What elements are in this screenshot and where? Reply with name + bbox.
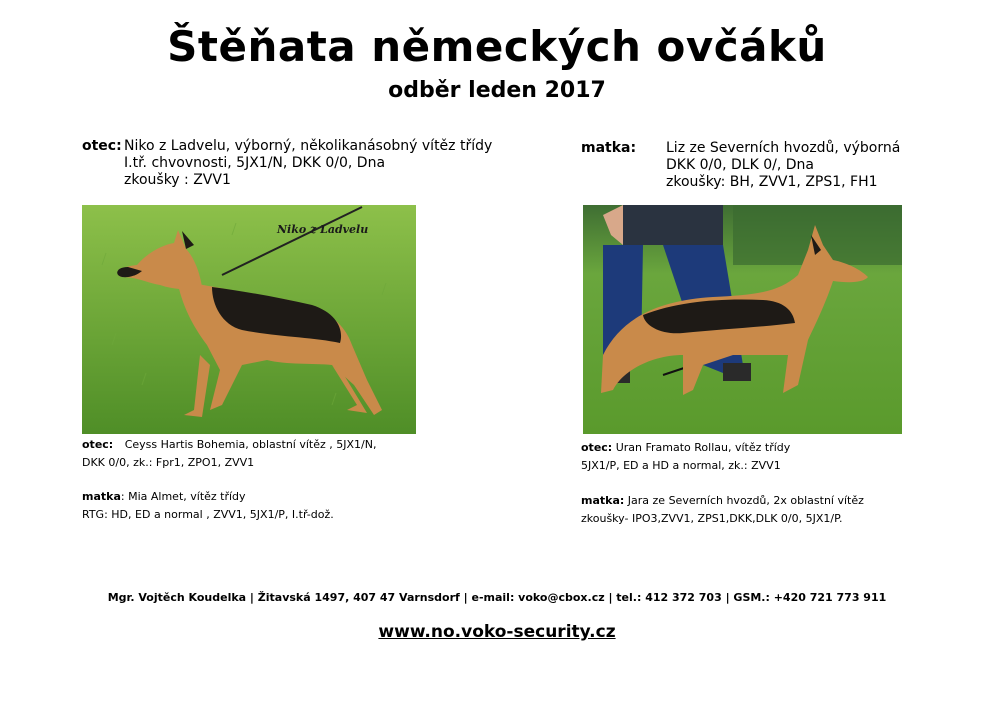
mother-sire-info [581, 439, 981, 475]
page-subtitle: odběr leden 2017 [388, 78, 606, 103]
father-dam-line-2: RTG: HD, ED a normal , ZVV1, 5JX1/P, I.tř-dož. [82, 508, 334, 521]
father-photo-caption: Niko z Ladvelu [277, 223, 369, 236]
father-dam-label: matka [82, 490, 121, 503]
father-sire-label: otec: [82, 438, 114, 451]
father-label: otec: [82, 138, 122, 154]
mother-dog-illustration [583, 205, 902, 434]
father-sire-line-1: Ceyss Hartis Bohemia, oblastní vítěz , 5JX1/N, [124, 438, 377, 451]
mother-sire-line-2: 5JX1/P, ED a HD a normal, zk.: ZVV1 [581, 459, 781, 472]
mother-line-3: zkoušky: BH, ZVV1, ZPS1, FH1 [666, 174, 878, 190]
father-line-1: Niko z Ladvelu, výborný, několikanásobný vítěz třídy [124, 138, 493, 154]
father-photo [82, 205, 416, 434]
mother-info [581, 140, 961, 200]
father-dog-illustration [82, 205, 416, 434]
mother-dam-line-1: Jara ze Severních hvozdů, 2x oblastní vítěz [627, 494, 864, 507]
mother-dam-info [581, 492, 981, 528]
mother-photo [583, 205, 902, 434]
father-line-2: I.tř. chvovnosti, 5JX1/N, DKK 0/0, Dna [124, 155, 386, 171]
mother-line-1: Liz ze Severních hvozdů, výborná [666, 140, 901, 156]
father-dam-info [82, 488, 502, 524]
mother-sire-line-1: Uran Framato Rollau, vítěz třídy [615, 441, 791, 454]
mother-dam-label: matka: [581, 494, 625, 507]
father-dam-line-1: : Mia Almet, vítěz třídy [120, 490, 246, 503]
father-sire-info [82, 436, 502, 472]
father-line-3: zkoušky : ZVV1 [124, 172, 231, 188]
mother-sire-label: otec: [581, 441, 613, 454]
mother-dam-line-2: zkoušky- IPO3,ZVV1, ZPS1,DKK,DLK 0/0, 5JX1/P. [581, 512, 843, 525]
mother-label: matka: [581, 140, 637, 156]
contact-footer: Mgr. Vojtěch Koudelka | Žitavská 1497, 407 47 Varnsdorf | e-mail: voko@cbox.cz | tel.: 412 372 703 | GSM.: +420 721 773 911 [107, 591, 887, 604]
father-info [82, 138, 522, 198]
website-link[interactable]: www.no.voko-security.cz [378, 622, 616, 642]
father-sire-line-2: DKK 0/0, zk.: Fpr1, ZPO1, ZVV1 [82, 456, 255, 469]
mother-line-2: DKK 0/0, DLK 0/, Dna [666, 157, 814, 173]
page-title: Štěňata německých ovčáků [167, 22, 827, 71]
